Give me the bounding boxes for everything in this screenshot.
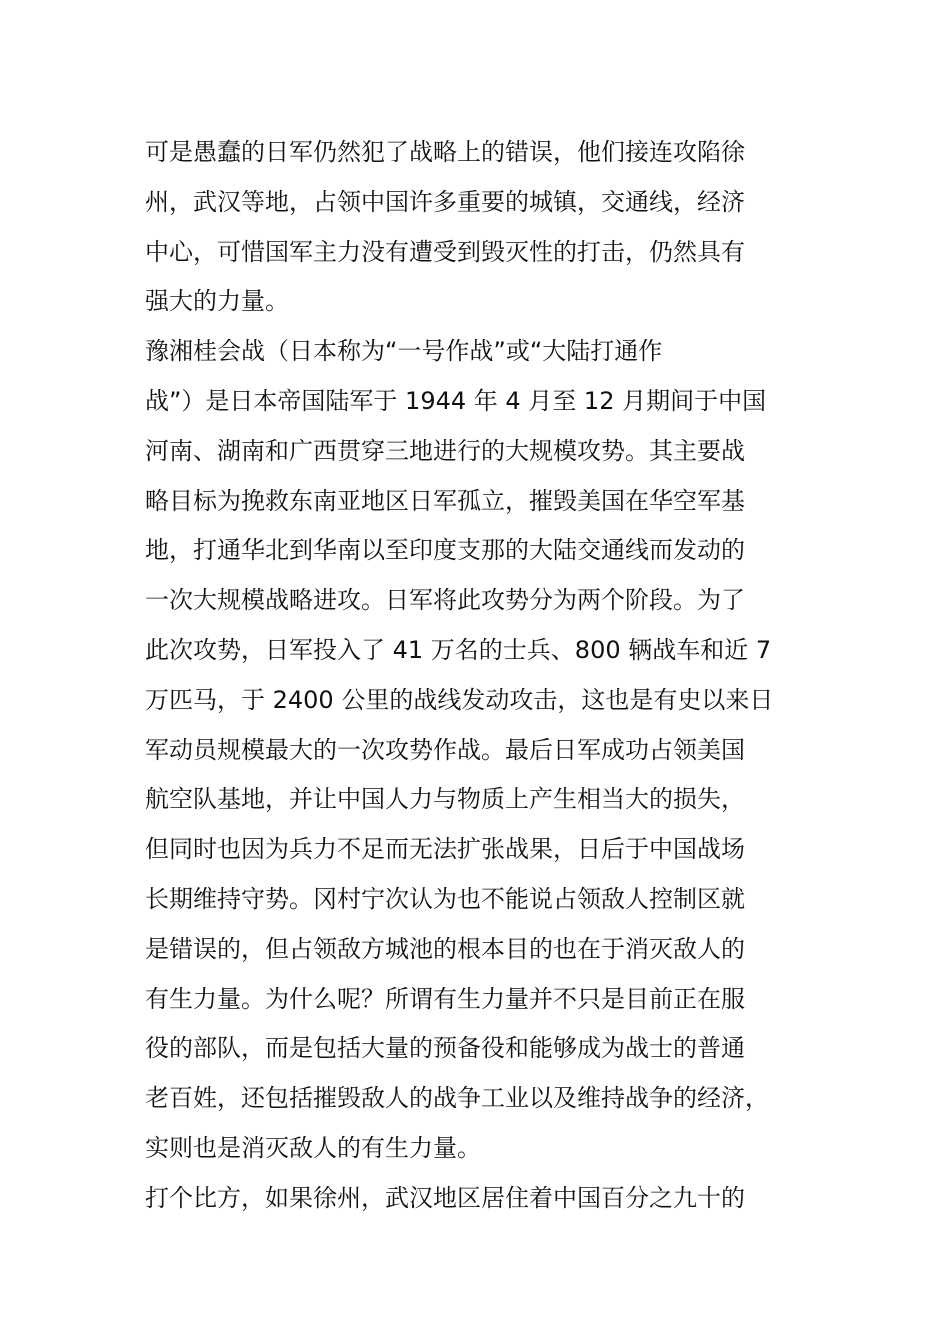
text-line: 万匹马，于 2400 公里的战线发动攻击，这也是有史以来日 xyxy=(145,685,774,714)
text-line: 长期维持守势。冈村宁次认为也不能说占领敌人控制区就 xyxy=(145,884,745,913)
text-line: 中心，可惜国军主力没有遭受到毁灭性的打击，仍然具有 xyxy=(145,237,745,266)
text-line: 可是愚蠢的日军仍然犯了战略上的错误，他们接连攻陷徐 xyxy=(145,138,745,166)
text-line: 航空队基地，并让中国人力与物质上产生相当大的损失， xyxy=(145,785,745,814)
text-line: 战”）是日本帝国陆军于 1944 年 4 月至 12 月期间于中国 xyxy=(145,386,767,415)
text-line: 一次大规模战略进攻。日军将此攻势分为两个阶段。为了 xyxy=(145,586,745,615)
text-line: 打个比方，如果徐州，武汉地区居住着中国百分之九十的 xyxy=(145,1183,745,1212)
text-line: 强大的力量。 xyxy=(145,287,289,316)
text-line: 实则也是消灭敌人的有生力量。 xyxy=(145,1133,481,1162)
text-line: 但同时也因为兵力不足而无法扩张战果，日后于中国战场 xyxy=(145,835,745,864)
text-line: 地，打通华北到华南以至印度支那的大陆交通线而发动的 xyxy=(145,536,745,565)
text-line: 州，武汉等地，占领中国许多重要的城镇，交通线，经济 xyxy=(145,187,745,216)
text-line: 有生力量。为什么呢？所谓有生力量并不只是目前正在服 xyxy=(145,984,745,1013)
text-line: 是错误的，但占领敌方城池的根本目的也在于消灭敌人的 xyxy=(145,934,745,963)
text-line: 军动员规模最大的一次攻势作战。最后日军成功占领美国 xyxy=(145,735,745,764)
text-line: 此次攻势，日军投入了 41 万名的士兵、800 辆战车和近 7 xyxy=(145,635,772,664)
text-line: 河南、湖南和广西贯穿三地进行的大规模攻势。其主要战 xyxy=(145,436,745,465)
body-text xyxy=(145,128,825,1224)
text-line: 豫湘桂会战（日本称为“一号作战”或“大陆打通作 xyxy=(145,337,663,366)
text-line: 略目标为挽救东南亚地区日军孤立，摧毁美国在华空军基 xyxy=(145,486,745,515)
text-line: 老百姓，还包括摧毁敌人的战争工业以及维持战争的经济， xyxy=(145,1084,769,1113)
text-line: 役的部队，而是包括大量的预备役和能够成为战士的普通 xyxy=(145,1034,745,1063)
